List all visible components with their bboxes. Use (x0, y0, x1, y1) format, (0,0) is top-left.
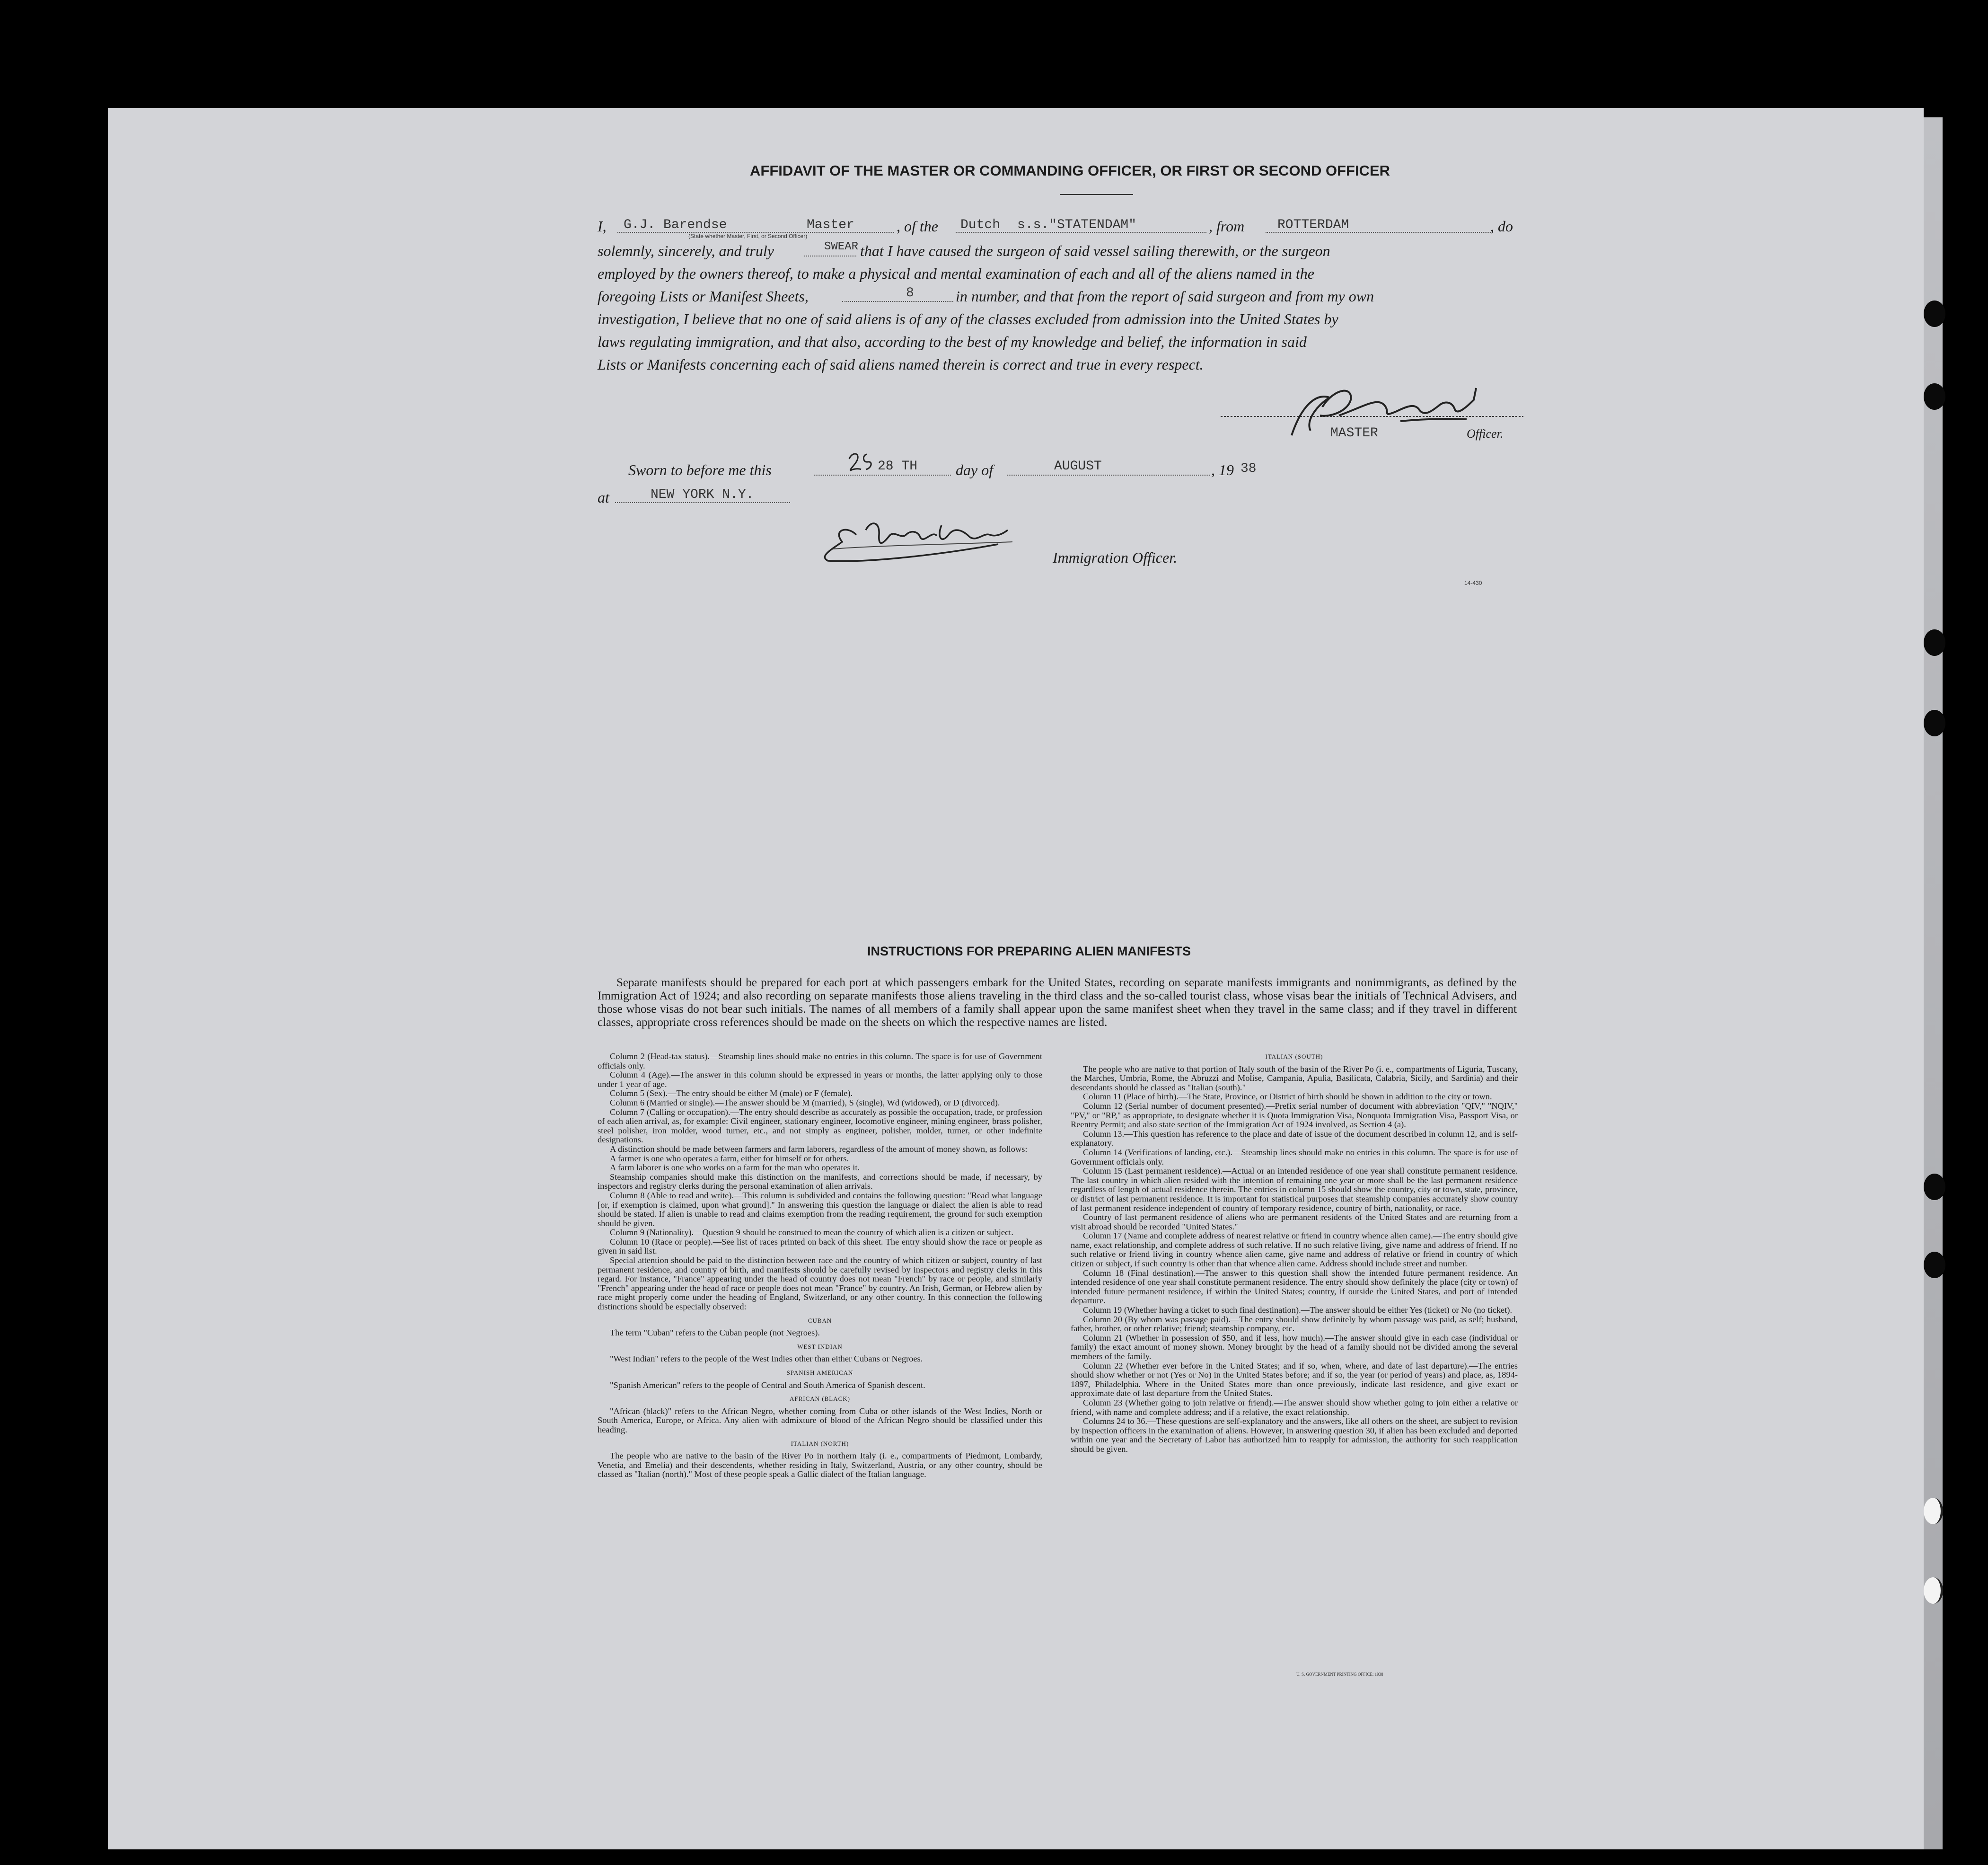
col-12-text: Column 12 (Serial number of document presented).—Prefix serial number of document with abbreviation "QIV," "NQIV," "PV," or "RP," as appropriate, to designate whether it is Quota Immigration Visa, Nonquota Immigration Visa, Passport Visa, or Reentry Permit; and also state section of the Immigration Act of 1924 involved, as Section 4 (a). (1071, 1101, 1518, 1130)
west-indian-text: "West Indian" refers to the people of the West Indies other than either Cubans or Negroes. (610, 1354, 923, 1364)
farmer-distinction: A distinction should be made between farmers and farm laborers, regardless of the amount of money shown, as follows: (610, 1144, 1028, 1154)
sworn-place: NEW YORK N.Y. (651, 487, 754, 502)
oath-word: SWEAR (824, 240, 859, 253)
immigration-officer-label: Immigration Officer. (1053, 549, 1178, 566)
at-label: at (598, 489, 609, 506)
departure-port: ROTTERDAM (1277, 218, 1349, 232)
immigration-officer-signature (814, 516, 1079, 568)
col-15-text: Column 15 (Last permanent residence).—Actual or an intended residence of one year shall constitute permanent residence. The last country in which alien resided with the intention of remaining one year or more shall be the last permanent residence regardless of length of actual residence therein. The entries in column 15 should show the country, city or town, state, province, or district of last permanent residence. It is important for statistical purposes that steamship companies accurately show country of last permanent residence independent of country of temporary residence, country of birth, nationality, or race. (1071, 1166, 1518, 1213)
col-4-text: Column 4 (Age).—The answer in this column should be expressed in years or months, the latter applying only to those under 1 year of age. (598, 1070, 1042, 1089)
affidavit-line3: employed by the owners thereof, to make a physical and mental examination of each and all of the aliens named in the (598, 265, 1314, 282)
instructions-right-column (1071, 1052, 1518, 1454)
day-handwritten (847, 450, 875, 473)
col-5-text: Column 5 (Sex).—The entry should be either M (male) or F (female). (610, 1088, 853, 1098)
col-7-text: Column 7 (Calling or occupation).—The entry should describe as accurately as possible the occupation, trade, or profession of each alien arrival, as, for example: Civil engineer, stationary engineer, locomotive engineer, mining engineer, brass polisher, steel polisher, iron molder, wood turner, etc., and not simply as engineer, polisher, molder, turner, or other indefinite designations. (598, 1107, 1042, 1145)
binder-hole (1924, 1174, 1945, 1200)
rank-hint: (State whether Master, First, or Second Officer) (688, 233, 808, 239)
title-rule (1060, 194, 1133, 195)
sworn-year-prefix: , 19 (1211, 461, 1234, 478)
affidavit-line6: laws regulating immigration, and that also, according to the best of my knowledge and belief, the information in said (598, 333, 1307, 350)
signature-rank: MASTER (1330, 426, 1378, 441)
affidavit-title: AFFIDAVIT OF THE MASTER OR COMMANDING OFFICER, OR FIRST OR SECOND OFFICER (750, 162, 1390, 179)
affidavit-line4b: in number, and that from the report of said surgeon and from my own (956, 288, 1374, 305)
sheet-count: 8 (906, 286, 914, 301)
col-11-text: Column 11 (Place of birth).—The State, Province, or District of birth should be shown in addition to the city or town. (1083, 1092, 1492, 1102)
farm-laborer-def: A farm laborer is one who works on a farm for the man who operates it. (610, 1163, 860, 1173)
col-18-text: Column 18 (Final destination).—The answer to this question shall show the intended future permanent residence. An intended residence of one year shall constitute permanent residence. The entry should show definitely the place (city or town) of intended future permanent residence, if within the United States; country, if outside the United States, and port of intended departure. (1071, 1268, 1518, 1306)
sworn-month: AUGUST (1054, 459, 1102, 474)
col-10-text: Column 10 (Race or people).—See list of races printed on back of this sheet. The entry should show the race or people as given in said list. (598, 1237, 1042, 1256)
ship-name: s.s."STATENDAM" (1017, 218, 1137, 232)
sworn-day: 28 TH (878, 459, 918, 474)
affidavit-line2b: that I have caused the surgeon of said vessel sailing therewith, or the surgeon (860, 242, 1330, 259)
nationality: Dutch (960, 218, 1001, 232)
binder-hole (1924, 629, 1945, 656)
affidavit-of: , of the (897, 218, 938, 235)
race-distinction: Special attention should be paid to the distinction between race and the country of which citizen or subject, country of last permanent residence, and country of birth, and manifests should be carefully revised by inspectors and registry clerks in this regard. For instance, "France" appearing under the head of country does not mean "French" by race or people, and similarly "French" appearing under the head of race or people does not mean "France" by country. An Irish, German, or Hebrew alien by race might properly come under the heading of England, Switzerland, or any other country. In this connection the following distinctions should be especially observed: (598, 1255, 1042, 1312)
affidavit-line2a: solemnly, sincerely, and truly (598, 242, 774, 259)
sworn-label: Sworn to before me this (628, 461, 772, 478)
col-17-text: Column 17 (Name and complete address of nearest relative or friend in country whence alien came).—The entry should give name, exact relationship, and complete address of such relative. If no such relative living, give name and address of friend. If no such relative or friend living in country whence alien came, give name and address of relative or friend in country of which citizen or subject, if such country is other than that whence alien came. Address should include street and number. (1071, 1231, 1518, 1269)
signature-officer: Officer. (1467, 427, 1504, 441)
col-20-text: Column 20 (By whom was passage paid).—The entry should show definitely by whom passage was paid, as self; husband, father, brother, or other relative; friend; steamship company, etc. (1071, 1314, 1518, 1334)
officer-name: G.J. Barendse (624, 218, 727, 232)
sworn-dayof: day of (956, 461, 994, 478)
col-24-36-text: Columns 24 to 36.—These questions are self-explanatory and the answers, like all others on the sheet, are subject to revision by inspection officers in the examination of aliens. However, in answering question 30, if alien has been excluded and deported within one year and the Secretary of Labor has authorized him to reapply for admission, the authority for such reapplication should be given. (1071, 1416, 1518, 1454)
affidavit-line5: investigation, I believe that no one of said aliens is of any of the classes excluded from admission into the United States by (598, 310, 1338, 327)
col-13-text: Column 13.—This question has reference to the place and date of issue of the document described in column 12, and is self-explanatory. (1071, 1129, 1518, 1148)
italian-south-text: The people who are native to that portion of Italy south of the basin of the River Po (i. e., compartments of Liguria, Tuscany, the Marches, Umbria, Rome, the Abruzzi and Molise, Campania, Apulia, Basilicata, Calabria, Sicily, and Sardinia) and their descendants should be classed as "Italian (south)." (1071, 1064, 1518, 1092)
col-6-text: Column 6 (Married or single).—The answer should be M (married), S (single), Wd (widowed), or D (divorced). (610, 1097, 1000, 1107)
col-19-text: Column 19 (Whether having a ticket to such final destination).—The answer should be either Yes (ticket) or No (no ticket). (1083, 1305, 1513, 1315)
farmer-def: A farmer is one who operates a farm, either for himself or for others. (610, 1153, 849, 1163)
instructions-intro: Separate manifests should be prepared for each port at which passengers embark for the United States, recording on separate manifests immigrants and nonimmigrants, as defined by the Immigration Act of 1924; and also recording on separate manifests those aliens traveling in the third class and the so-called tourist class, whose visas bear the initials of Technical Advisers, and those whose visas do not bear such initials. The names of all members of a family shall appear upon the same manifest sheet when they travel in the same class; and if they travel in different classes, appropriate cross references should be made on the sheets on which the respective names are listed. (598, 976, 1517, 1029)
affidavit-from: , from (1209, 218, 1245, 235)
binder-hole (1924, 301, 1945, 327)
italian-north-text: The people who are native to the basin of the River Po in northern Italy (i. e., compartments of Piedmont, Lombardy, Venetia, and Emelia) and their descendents, whether residing in Italy, Switzerland, Austria, or any other country, should be classed as "Italian (north)." Most of these people speak a Gallic dialect of the Italian language. (598, 1451, 1042, 1479)
col-2-text: Column 2 (Head-tax status).—Steamship lines should make no entries in this column. The space is for use of Government officials only. (598, 1052, 1042, 1070)
col-9-text: Column 9 (Nationality).—Question 9 should be construed to mean the country of which alien is a citizen or subject. (610, 1228, 1013, 1237)
affidavit-line7: Lists or Manifests concerning each of said aliens named therein is correct and true in every respect. (598, 356, 1204, 373)
col-21-text: Column 21 (Whether in possession of $50, and if less, how much).—The answer should give in each case (individual or family) the exact amount of money shown. Money brought by the head of a family should not be divided among the several members of the family. (1071, 1333, 1518, 1361)
steamship-note: Steamship companies should make this distinction on the manifests, and corrections should be made, if necessary, by inspectors and registry clerks during the personal examination of alien arrivals. (598, 1172, 1042, 1191)
col-22-text: Column 22 (Whether ever before in the United States; and if so, when, where, and date of last departure).—The entries should show whether or not (Yes or No) in the United States before; and if so, the year (or period of years) and place, as, 1894-1897, Philadelphia. Where in the United States more than once previously, indicate last residence, and give exact or approximate date of last departure from the United States. (1071, 1361, 1518, 1398)
form-number: 14-430 (1464, 580, 1482, 586)
heading-spanish-american: SPANISH AMERICAN (786, 1369, 853, 1376)
sheets-fill (842, 301, 953, 302)
instructions-title: INSTRUCTIONS FOR PREPARING ALIEN MANIFESTS (867, 944, 1191, 958)
affidavit-line4a: foregoing Lists or Manifest Sheets, (598, 288, 809, 305)
heading-west-indian: WEST INDIAN (797, 1343, 843, 1350)
affidavit-do: , do (1490, 218, 1513, 235)
printing-office-note: U. S. GOVERNMENT PRINTING OFFICE: 1938 (1296, 1672, 1383, 1677)
col-23-text: Column 23 (Whether going to join relative or friend).—The answer should show whether going to join either a relative or friend, with name and complete address; and if a relative, the exact relationship. (1071, 1397, 1518, 1417)
col-8-text: Column 8 (Able to read and write).—This column is subdivided and contains the following question: "Read what language [or, if exemption is claimed, upon what ground]." In answering this question the language or dialect the alien is able to read should be stated. If alien is unable to read and claims exemption from the reading requirement, the ground for such exemption should be given. (598, 1190, 1042, 1228)
col-14-text: Column 14 (Verifications of landing, etc.).—Steamship lines should make no entries in this column. The space is for use of Government officials only. (1071, 1147, 1518, 1167)
instructions-left-column (598, 1052, 1042, 1479)
residence-note: Country of last permanent residence of aliens who are permanent residents of the United States and are returning from a visit abroad should be recorded "United States." (1071, 1212, 1518, 1231)
spanish-american-text: "Spanish American" refers to the people of Central and South America of Spanish descent. (610, 1380, 925, 1390)
binder-hole (1924, 710, 1945, 736)
day-fill (814, 475, 951, 476)
binder-hole (1924, 1252, 1945, 1278)
month-fill (1007, 475, 1210, 476)
binder-hole (1924, 383, 1945, 410)
officer-rank: Master (807, 218, 854, 232)
heading-italian-south: ITALIAN (SOUTH) (1265, 1053, 1323, 1060)
sworn-year: 38 (1240, 461, 1257, 476)
heading-african: AFRICAN (BLACK) (789, 1395, 851, 1403)
cuban-text: The term "Cuban" refers to the Cuban people (not Negroes). (610, 1328, 820, 1338)
heading-italian-north: ITALIAN (NORTH) (791, 1440, 849, 1447)
binder-hole (1924, 1498, 1943, 1524)
heading-cuban: CUBAN (808, 1317, 832, 1324)
african-text: "African (black)" refers to the African Negro, whether coming from Cuba or other islands of the West Indies, North or South America, Europe, or Africa. Any alien with admixture of blood of the African Negro should be classified under this heading. (598, 1406, 1042, 1434)
binder-hole (1924, 1577, 1943, 1604)
affidavit-i: I, (598, 218, 607, 235)
place-fill (615, 502, 790, 503)
